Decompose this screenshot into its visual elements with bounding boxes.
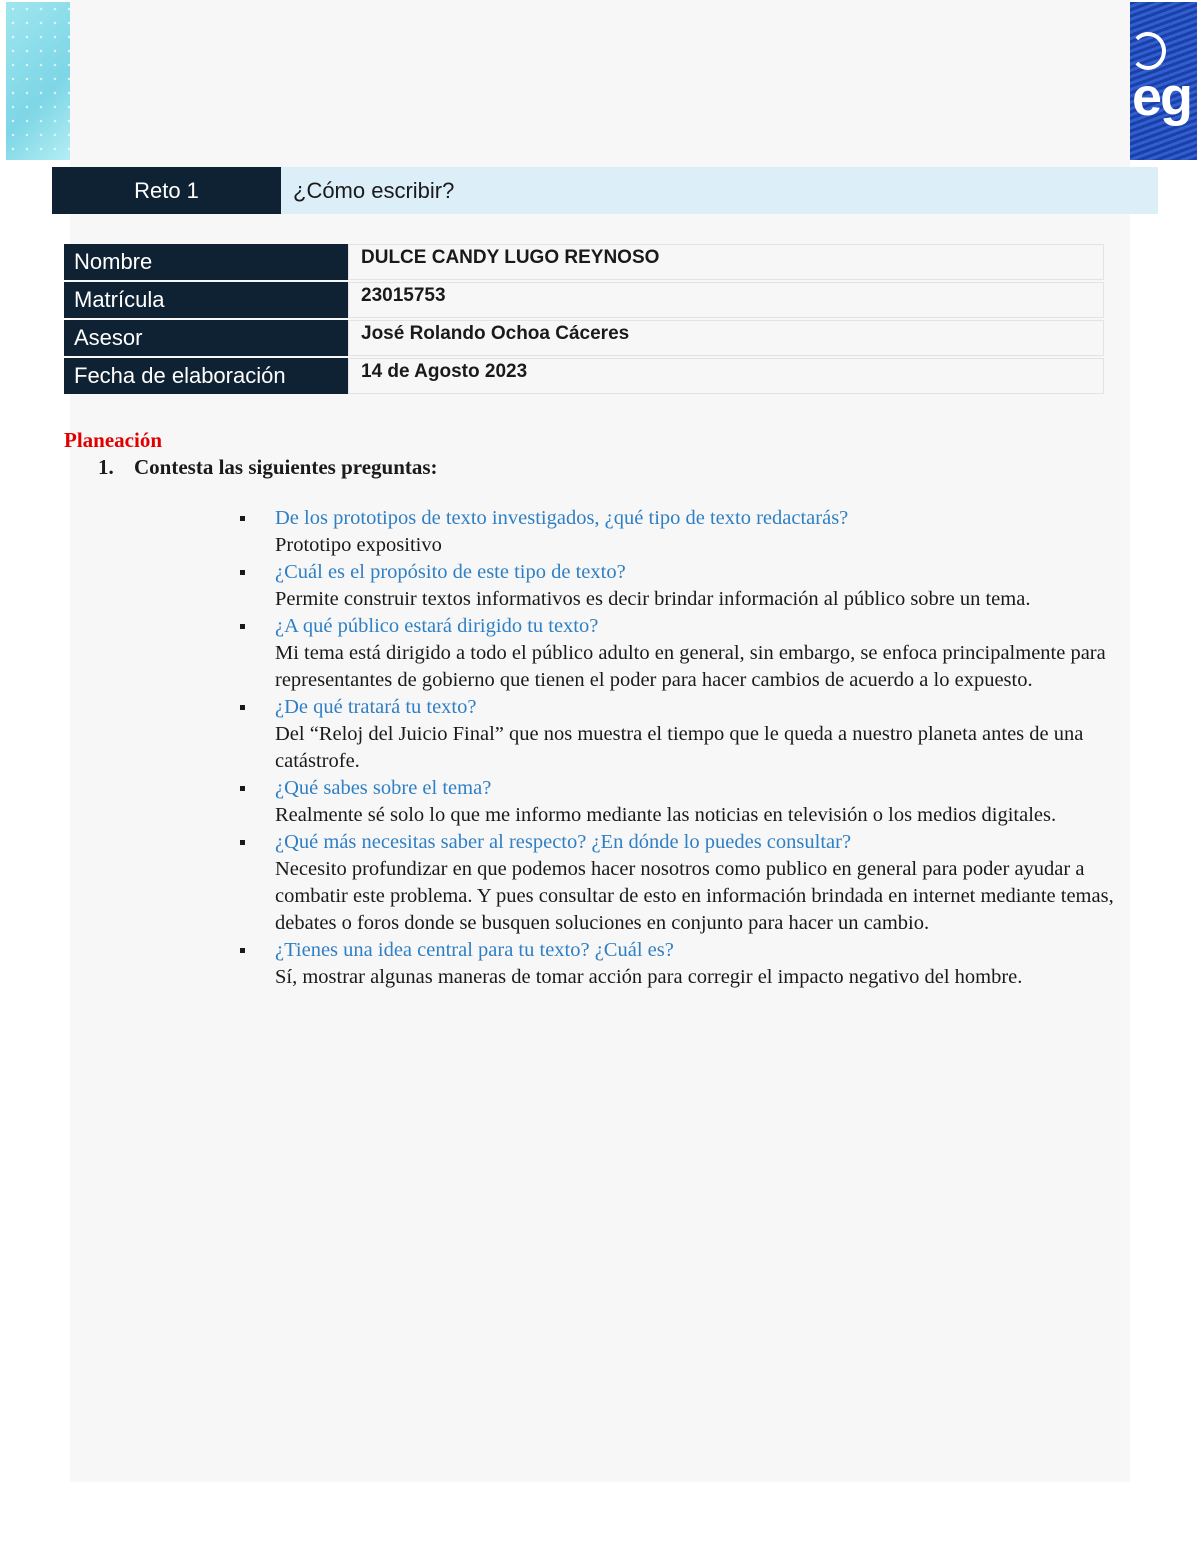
question-text: ¿Qué más necesitas saber al respecto? ¿En dónde lo puedes consultar? (275, 831, 852, 853)
list-item (240, 829, 1140, 937)
bullet-icon (240, 948, 245, 953)
item-text: Contesta las siguientes preguntas: (134, 455, 438, 479)
challenge-topic: ¿Cómo escribir? (281, 167, 1158, 214)
bullet-icon (240, 516, 245, 521)
brand-logo (1130, 2, 1197, 160)
item-number: 1. (98, 455, 114, 479)
bullet-icon (240, 705, 245, 710)
answer-text: Mi tema está dirigido a todo el público adulto en general, sin embargo, se enfoca principalmente para representantes de gobierno que tienen el poder para hacer cambios de acuerdo a lo expuesto. (275, 642, 1106, 691)
info-row-id (64, 281, 1104, 319)
question-text: ¿Cuál es el propósito de este tipo de texto? (275, 561, 626, 583)
question-text: ¿A qué público estará dirigido tu texto? (275, 615, 599, 637)
logo-text: eg (1132, 67, 1192, 127)
info-row-advisor (64, 319, 1104, 357)
question-text: De los prototipos de texto investigados, ¿qué tipo de texto redactarás? (275, 507, 849, 529)
info-value: 14 de Agosto 2023 (348, 358, 1104, 394)
info-label: Matrícula (64, 282, 348, 318)
questions-list (240, 505, 1140, 991)
list-item (240, 505, 1140, 559)
list-item (240, 694, 1140, 775)
numbered-item (98, 455, 438, 480)
bullet-icon (240, 570, 245, 575)
answer-text: Realmente sé solo lo que me informo mediante las noticias en televisión o los medios digitales. (275, 804, 1057, 826)
list-item (240, 613, 1140, 694)
question-text: ¿De qué tratará tu texto? (275, 696, 477, 718)
student-info-table (64, 243, 1104, 395)
answer-text: Permite construir textos informativos es decir brindar información al público sobre un tema. (275, 588, 1031, 610)
bullet-icon (240, 624, 245, 629)
title-bar (52, 167, 1158, 214)
question-text: ¿Qué sabes sobre el tema? (275, 777, 492, 799)
info-label: Asesor (64, 320, 348, 356)
info-value: DULCE CANDY LUGO REYNOSO (348, 244, 1104, 280)
info-row-date (64, 357, 1104, 395)
question-text: ¿Tienes una idea central para tu texto? ¿Cuál es? (275, 939, 674, 961)
answer-text: Del “Reloj del Juicio Final” que nos muestra el tiempo que le queda a nuestro planeta antes de una catástrofe. (275, 723, 1084, 772)
answer-text: Sí, mostrar algunas maneras de tomar acción para corregir el impacto negativo del hombre. (275, 966, 1023, 988)
list-item (240, 775, 1140, 829)
info-value: José Rolando Ochoa Cáceres (348, 320, 1104, 356)
bullet-icon (240, 840, 245, 845)
list-item (240, 559, 1140, 613)
info-value: 23015753 (348, 282, 1104, 318)
info-label: Nombre (64, 244, 348, 280)
answer-text: Necesito profundizar en que podemos hacer nosotros como publico en general para poder ayudar a combatir este problema. Y pues consultar de esto en información brindada en internet mediante temas, debates o foros donde se busquen soluciones en conjunto para hacer un cambio. (275, 858, 1114, 934)
list-item (240, 937, 1140, 991)
section-title: Planeación (64, 428, 162, 452)
challenge-label: Reto 1 (52, 167, 281, 214)
info-label: Fecha de elaboración (64, 358, 348, 394)
info-row-name (64, 243, 1104, 281)
logo-ring-icon (1130, 32, 1166, 70)
bullet-icon (240, 786, 245, 791)
header-decoration (6, 2, 70, 160)
answer-text: Prototipo expositivo (275, 534, 442, 556)
